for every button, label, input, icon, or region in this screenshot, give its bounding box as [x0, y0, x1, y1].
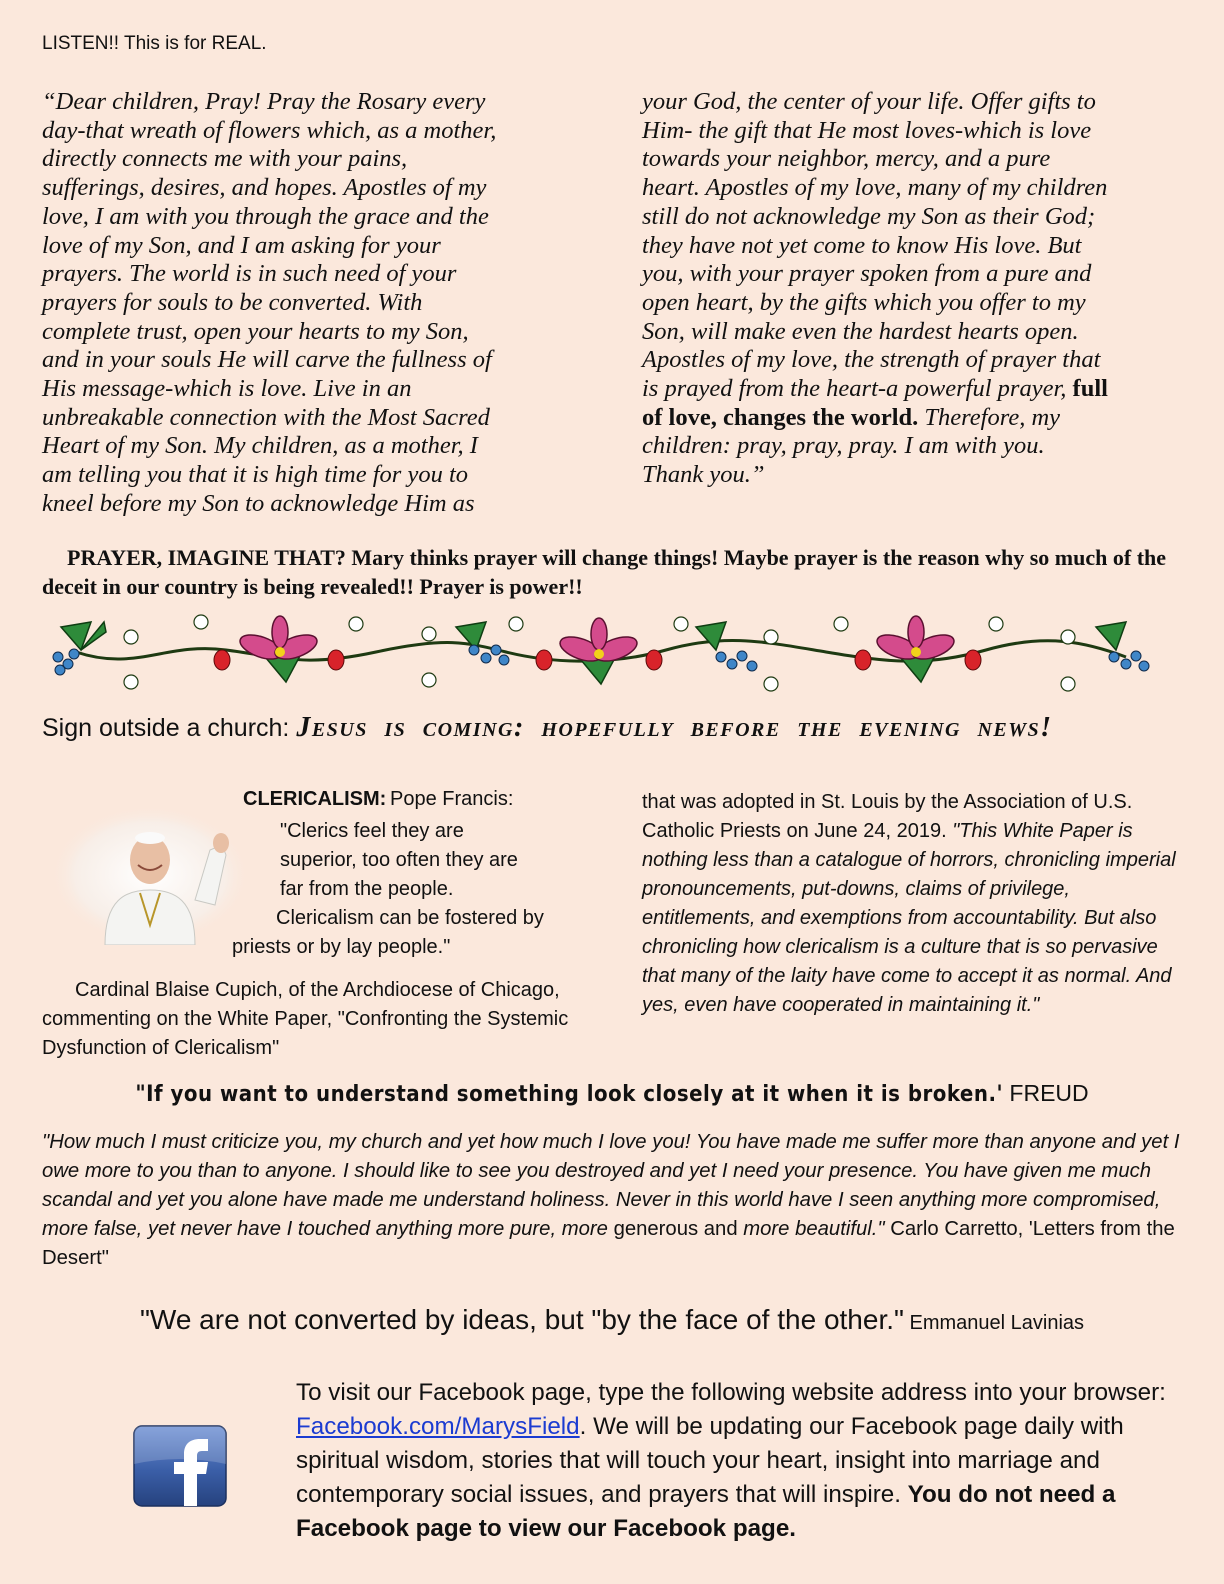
white-paper-intro: that was adopted in St. Louis by the Association of U.S. Catholic Priests on June 24, 2019. — [642, 791, 1133, 842]
facebook-intro: To visit our Facebook page, type the following website address into your browser: — [296, 1379, 1166, 1406]
message-line: prayers. The world is in such need of your — [42, 260, 457, 288]
message-emphasis: of love, changes the world. — [642, 403, 919, 431]
cupich-attribution: Cardinal Blaise Cupich, of the Archdiocese of Chicago, commenting on the White Paper, "Confronting the Systemic Dysfunction of Clericalism" — [42, 979, 569, 1059]
flower-garland-divider — [46, 612, 1156, 702]
freud-author: FREUD — [1003, 1080, 1089, 1106]
message-line: unbreakable connection with the Most Sacred — [42, 403, 490, 431]
clericalism-label: CLERICALISM: — [243, 788, 387, 810]
message-line: “Dear children, Pray! Pray the Rosary every — [42, 88, 486, 115]
message-line: Apostles of my love, the strength of prayer that — [642, 346, 1101, 374]
message-text: is prayed from the heart-a powerful prayer, — [642, 375, 1073, 403]
message-line: Heart of my Son. My children, as a mother, I — [42, 432, 478, 460]
pope-quote-line: far from the people. — [280, 878, 454, 900]
message-line: open heart, by the gifts which you offer to my — [642, 288, 1086, 316]
freud-quote: "If you want to understand something look closely at it when it is broken.' — [135, 1082, 1004, 1107]
message-line: kneel before my Son to acknowledge Him as — [42, 489, 475, 517]
white-paper-quote: "This White Paper is nothing less than a catalogue of horrors, chronicling imperial pronouncements, put-downs, claims of privilege, entitlements, and exemptions from accountability. But also chronicling how clericalism is a culture that is so pervasive that many of the laity have come to accept it as normal. And yes, even have cooperated in maintaining it." — [642, 820, 1176, 1016]
sign-text: Jesus is coming: hopefully before the evening news! — [296, 712, 1053, 743]
message-line: they have not yet come to know His love. But — [642, 231, 1082, 259]
carretto-quote-plain: generous and — [613, 1218, 738, 1240]
white-paper-excerpt — [642, 788, 1182, 1020]
message-line: day-that wreath of flowers which, as a mother, — [42, 116, 497, 144]
message-line: prayers for souls to be converted. With — [42, 288, 423, 316]
carretto-attribution: Carlo Carretto, 'Letters from the Desert" — [42, 1218, 1175, 1269]
facebook-details: . We will be updating our Facebook page daily with spiritual wisdom, stories that will touch your heart, insight into marriage and contemporary social issues, and prayers that will inspire. — [296, 1413, 1124, 1508]
message-line: Thank you.” — [642, 461, 765, 489]
carretto-quote — [42, 1128, 1192, 1273]
message-line: love of my Son, and I am asking for your — [42, 231, 441, 259]
message-line: heart. Apostles of my love, many of my children — [642, 174, 1108, 202]
message-text: Therefore, my — [918, 403, 1061, 431]
facebook-note: You do not need a Facebook page to view our Facebook page. — [296, 1481, 1116, 1542]
facebook-icon — [132, 1424, 228, 1510]
message-line: you, with your prayer spoken from a pure and — [642, 260, 1092, 288]
message-line: love, I am with you through the grace and the — [42, 202, 489, 230]
lavinias-quote: "We are not converted by ideas, but "by the face of the other." — [139, 1304, 904, 1335]
facebook-promo — [296, 1376, 1176, 1546]
message-line: towards your neighbor, mercy, and a pure — [642, 145, 1051, 173]
lavinias-author: Emmanuel Lavinias — [903, 1312, 1085, 1334]
message-line — [642, 375, 1182, 404]
pope-quote-line: superior, too often they are — [280, 849, 518, 871]
listen-header: LISTEN!! This is for REAL. — [42, 33, 267, 54]
pope-francis-photo — [50, 805, 250, 945]
carretto-quote-end: more beautiful." — [737, 1218, 885, 1240]
message-line: your God, the center of your life. Offer gifts to — [642, 88, 1096, 115]
message-line: am telling you that it is high time for you to — [42, 461, 468, 489]
message-line: His message-which is love. Live in an — [42, 375, 412, 403]
message-column-left — [42, 88, 572, 519]
freud-quote-line — [0, 1080, 1224, 1107]
message-line: children: pray, pray, pray. I am with you. — [642, 432, 1045, 460]
message-line: still do not acknowledge my Son as their God; — [642, 202, 1096, 230]
message-line: and in your souls He will carve the fullness of — [42, 346, 492, 374]
message-line: Him- the gift that He most loves-which is love — [642, 116, 1092, 144]
message-line — [642, 404, 1182, 433]
church-sign-line — [42, 712, 1053, 744]
message-column-right — [642, 88, 1182, 490]
prayer-note: PRAYER, IMAGINE THAT? Mary thinks prayer will change things! Maybe prayer is the reason why so much of the deceit in our country is being revealed!! Prayer is power!! — [42, 545, 1167, 599]
lavinias-quote-line — [0, 1304, 1224, 1336]
message-line: complete trust, open your hearts to my Son, — [42, 317, 469, 345]
message-line: Son, will make even the hardest hearts open. — [642, 317, 1079, 345]
pope-quote-line: Clericalism can be fostered by — [276, 907, 544, 929]
message-emphasis: full — [1072, 375, 1108, 403]
message-line: sufferings, desires, and hopes. Apostles of my — [42, 174, 487, 202]
pope-quote-line: priests or by lay people." — [232, 936, 451, 958]
carretto-quote-text: "How much I must criticize you, my church and yet how much I love you! You have made me suffer more than anyone and yet I owe more to you than to anyone. I should like to see you destroyed and yet I need your presence. You have given me much scandal and yet you alone have made me understand holiness. Never in this world have I seen anything more compromised, more false, yet never have I touched anything more pure, more — [42, 1131, 1180, 1240]
clericalism-speaker: Pope Francis: — [390, 788, 514, 810]
facebook-link[interactable]: Facebook.com/MarysField — [296, 1413, 580, 1440]
pope-quote-line: "Clerics feel they are — [280, 820, 464, 842]
message-line: directly connects me with your pains, — [42, 145, 408, 173]
sign-intro: Sign outside a church: — [42, 714, 297, 742]
